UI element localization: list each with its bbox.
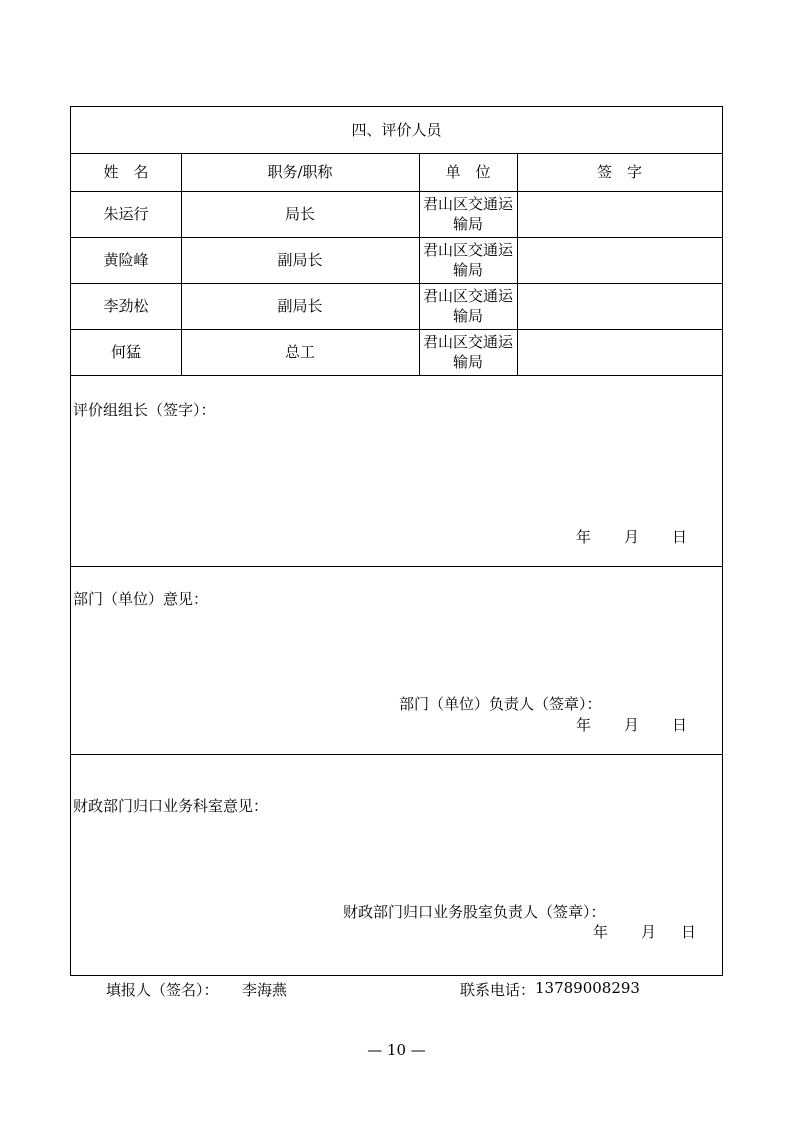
evaluation-form-table — [70, 106, 723, 976]
leader-date-year: 年 — [576, 528, 592, 546]
finance-date-month: 月 — [641, 923, 657, 941]
row-divider — [71, 566, 722, 567]
dept-signer-label: 部门（单位）负责人（签章）： — [399, 695, 602, 713]
leader-date-day: 日 — [672, 528, 688, 546]
finance-date-year: 年 — [593, 923, 609, 941]
header-name: 姓 名 — [103, 163, 149, 181]
header-signature: 签 字 — [596, 163, 642, 181]
row-unit: 君山区交通运输局 — [422, 195, 513, 233]
dept-date-month: 月 — [624, 716, 640, 734]
header-title: 职务/职称 — [267, 163, 333, 181]
row-title: 副局长 — [277, 251, 323, 269]
dept-opinion-label: 部门（单位）意见： — [73, 590, 209, 608]
signature-field[interactable] — [517, 329, 722, 375]
leader-date-month: 月 — [624, 528, 640, 546]
row-title: 副局长 — [277, 297, 323, 315]
finance-signer-label: 财政部门归口业务股室负责人（签章）： — [343, 903, 606, 921]
row-unit: 君山区交通运输局 — [422, 287, 513, 325]
row-unit: 君山区交通运输局 — [422, 333, 513, 371]
signature-field[interactable] — [517, 283, 722, 329]
signature-field[interactable] — [517, 237, 722, 283]
dept-date-year: 年 — [576, 716, 592, 734]
row-divider — [71, 375, 722, 376]
finance-opinion-label: 财政部门归口业务科室意见： — [73, 797, 269, 815]
leader-signature-label: 评价组组长（签字）： — [73, 401, 216, 419]
row-name: 何猛 — [110, 343, 141, 361]
phone-label: 联系电话： — [460, 981, 536, 999]
header-unit: 单 位 — [445, 163, 491, 181]
filler-name: 李海燕 — [242, 981, 288, 999]
signature-field[interactable] — [517, 191, 722, 237]
section-title: 四、评价人员 — [351, 121, 442, 139]
row-name: 李劲松 — [103, 297, 149, 315]
finance-date-day: 日 — [681, 923, 697, 941]
dept-date-day: 日 — [672, 716, 688, 734]
row-unit: 君山区交通运输局 — [422, 241, 513, 279]
row-name: 朱运行 — [103, 205, 149, 223]
row-title: 局长 — [284, 205, 315, 223]
row-title: 总工 — [284, 343, 315, 361]
row-divider — [71, 754, 722, 755]
filler-label: 填报人（签名）： — [106, 981, 219, 999]
page-number: — 10 — — [367, 1041, 426, 1059]
row-name: 黄险峰 — [103, 251, 149, 269]
phone-number: 13789008293 — [535, 979, 640, 997]
